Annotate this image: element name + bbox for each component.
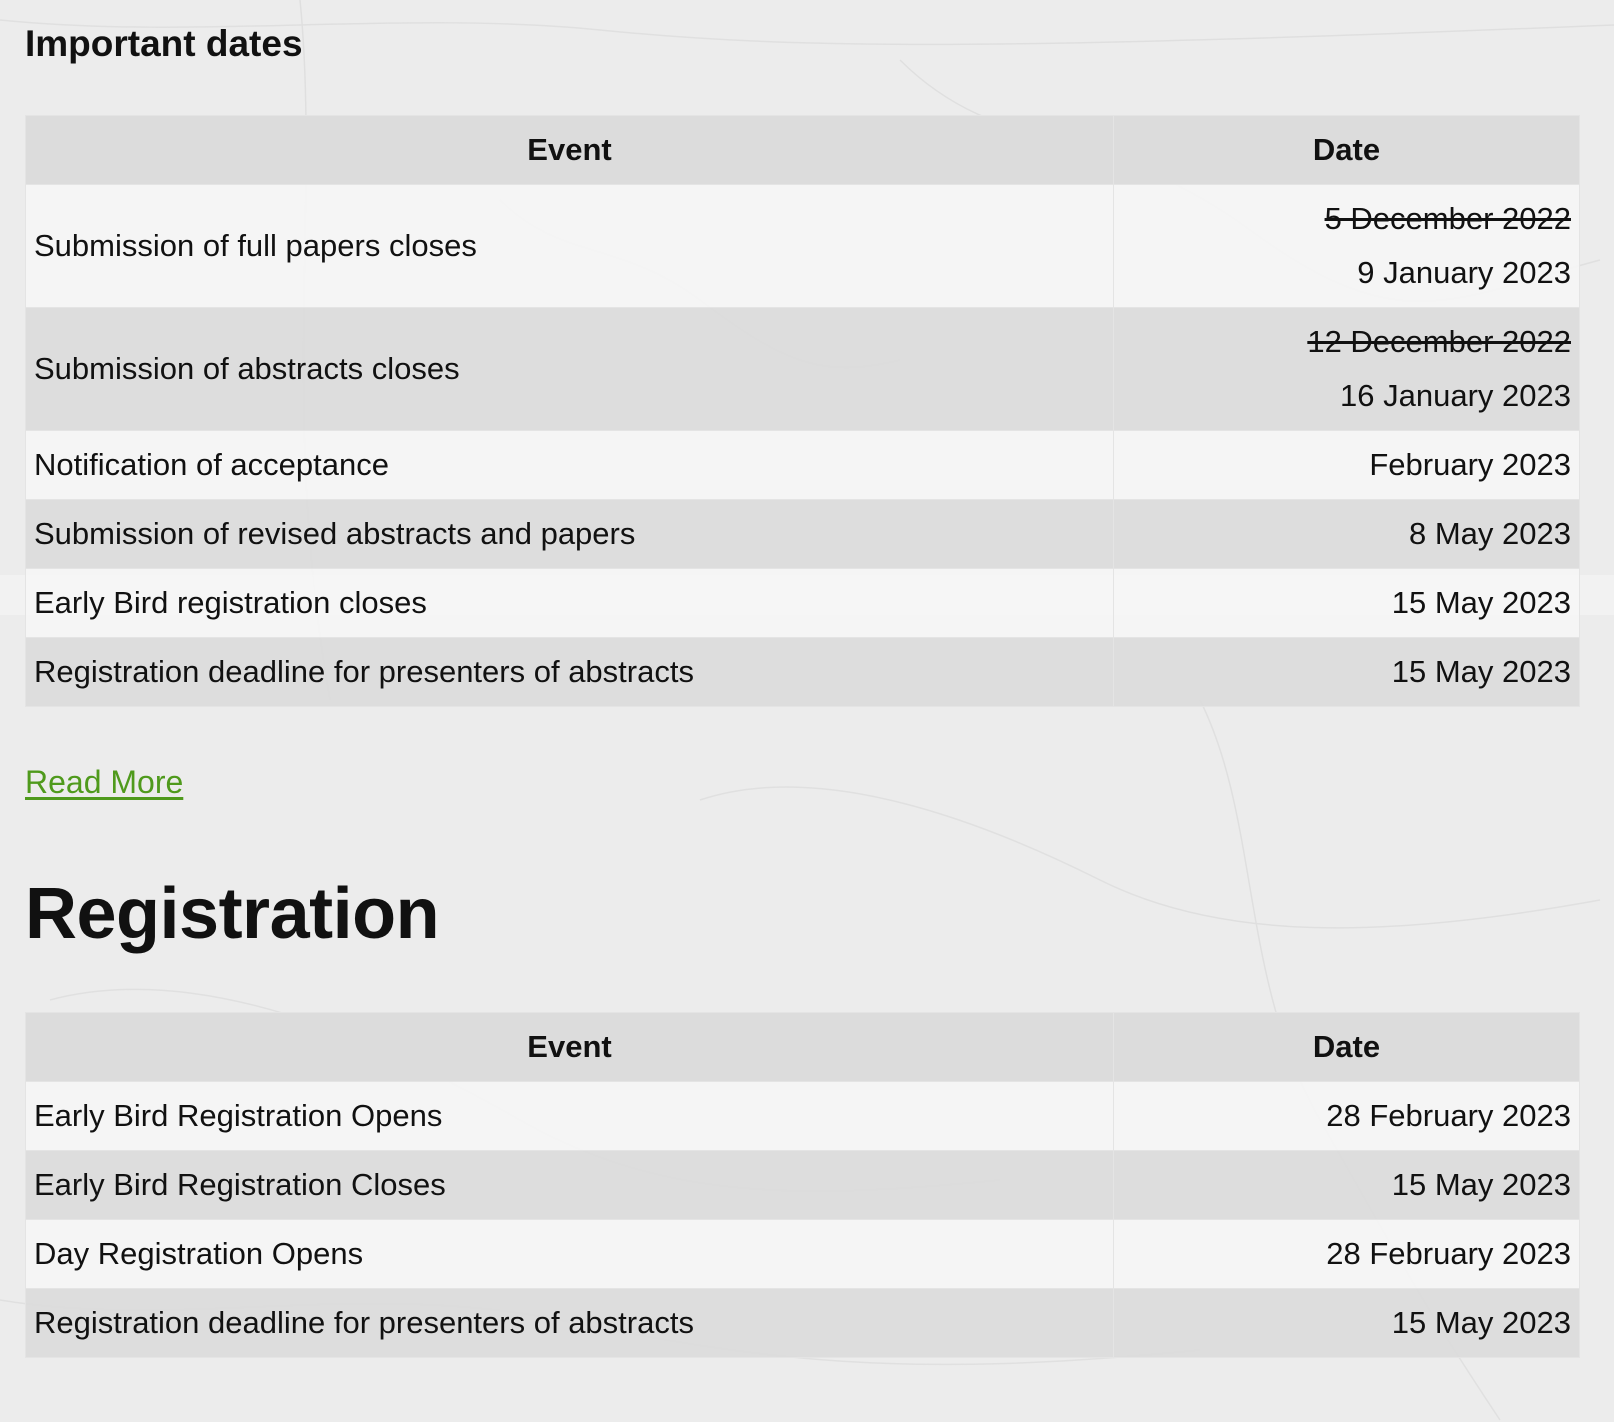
table-row — [26, 431, 1580, 500]
table-row — [26, 638, 1580, 707]
date-cell: 15 May 2023 — [1114, 1151, 1580, 1220]
column-header-event: Event — [26, 1013, 1114, 1082]
struck-old-date: 5 December 2022 — [1324, 201, 1571, 236]
event-cell: Early Bird Registration Closes — [26, 1151, 1114, 1220]
date-cell — [1114, 308, 1580, 431]
read-more-link[interactable]: Read More — [25, 764, 184, 800]
table-row — [26, 1289, 1580, 1358]
date-cell: February 2023 — [1114, 431, 1580, 500]
struck-old-date: 12 December 2022 — [1307, 324, 1571, 359]
event-cell: Early Bird registration closes — [26, 569, 1114, 638]
table-row — [26, 569, 1580, 638]
table-header-row — [26, 116, 1580, 185]
registration-heading: Registration — [25, 874, 440, 954]
event-cell: Early Bird Registration Opens — [26, 1082, 1114, 1151]
event-cell: Registration deadline for presenters of abstracts — [26, 638, 1114, 707]
column-header-date: Date — [1114, 1013, 1580, 1082]
date-cell: 8 May 2023 — [1114, 500, 1580, 569]
table-row — [26, 1220, 1580, 1289]
table-row — [26, 185, 1580, 308]
event-cell: Submission of revised abstracts and papers — [26, 500, 1114, 569]
column-header-date: Date — [1114, 116, 1580, 185]
new-date: 16 January 2023 — [1340, 378, 1571, 413]
date-cell: 28 February 2023 — [1114, 1082, 1580, 1151]
date-cell — [1114, 185, 1580, 308]
date-cell: 15 May 2023 — [1114, 569, 1580, 638]
column-header-event: Event — [26, 116, 1114, 185]
registration-table — [25, 1012, 1580, 1358]
event-cell: Registration deadline for presenters of abstracts — [26, 1289, 1114, 1358]
event-cell: Notification of acceptance — [26, 431, 1114, 500]
table-row — [26, 1151, 1580, 1220]
table-row — [26, 500, 1580, 569]
date-cell: 28 February 2023 — [1114, 1220, 1580, 1289]
event-cell: Submission of abstracts closes — [26, 308, 1114, 431]
event-cell: Submission of full papers closes — [26, 185, 1114, 308]
important-dates-heading: Important dates — [25, 23, 303, 64]
event-cell: Day Registration Opens — [26, 1220, 1114, 1289]
new-date: 9 January 2023 — [1357, 255, 1571, 290]
table-row — [26, 308, 1580, 431]
date-cell: 15 May 2023 — [1114, 638, 1580, 707]
table-row — [26, 1082, 1580, 1151]
important-dates-table — [25, 115, 1580, 707]
date-cell: 15 May 2023 — [1114, 1289, 1580, 1358]
table-header-row — [26, 1013, 1580, 1082]
